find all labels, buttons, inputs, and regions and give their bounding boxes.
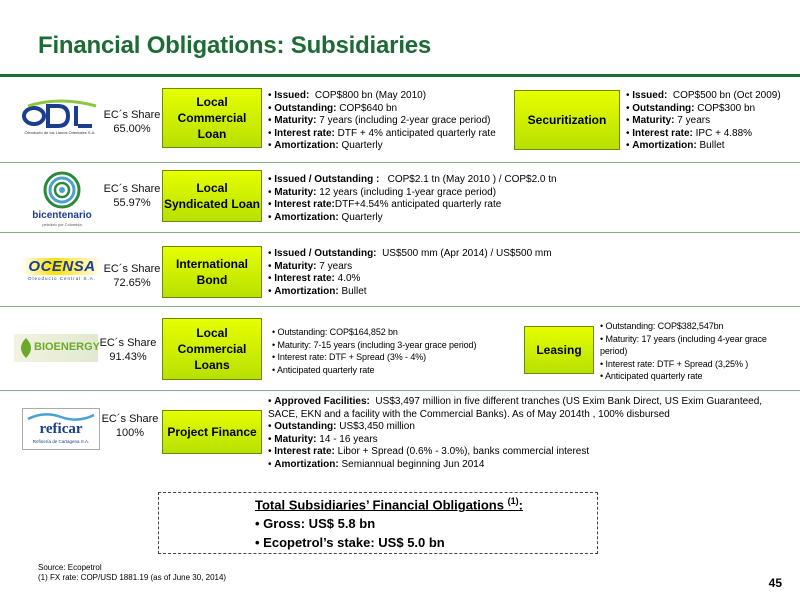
share-label: EC´s Share — [103, 183, 161, 195]
detail-line: • Issued: COP$500 bn (Oct 2009) — [626, 90, 781, 101]
share-value: 65.00% — [113, 123, 151, 135]
detail-line: • Interest rate: Libor + Spread (0.6% - 3.0%), banks commercial interest — [268, 446, 590, 457]
bioenergy-logo — [14, 334, 101, 362]
reficar-logo-caption: Refinería de Cartagena S.A. — [32, 439, 90, 444]
local-commercial-loan-box — [162, 88, 262, 148]
bicentenario-loan-details — [268, 174, 688, 224]
share-odl — [102, 108, 162, 136]
detail-line: • Anticipated quarterly rate — [600, 371, 703, 381]
detail-line: • Issued / Outstanding: US$500 mm (Apr 2014) / US$500 mm — [268, 248, 552, 259]
detail-line: • Maturity: 7 years — [626, 115, 711, 126]
bicentenario-logo-text: bicentenario — [32, 210, 92, 221]
odl-loan-details — [268, 90, 508, 153]
detail-line: • Maturity: 17 years (including 4-year grace period) — [600, 333, 767, 356]
odl-logo-caption: Oleoducto de los Llanos Orientales S.A. — [24, 130, 96, 135]
box-label: Local Syndicated Loan — [163, 181, 261, 211]
detail-line: • Maturity: 12 years (including 1-year grace period) — [268, 186, 497, 198]
detail-line: • Outstanding: COP$164,852 bn — [272, 327, 398, 337]
detail-line: • Amortization: Quarterly — [268, 211, 383, 223]
detail-line: • Anticipated quarterly rate — [272, 364, 375, 375]
total-gross: • Gross: US$ 5.8 bn — [255, 516, 376, 532]
detail-line: • Interest rate: DTF + Spread (3% - 4%) — [272, 352, 427, 362]
share-bioenergy — [98, 336, 158, 364]
fx-note: (1) FX rate: COP/USD 1881.19 (as of June 30, 2014) — [38, 573, 227, 582]
total-heading: Total Subsidiaries’ Financial Obligations $^{(1)}$: — [255, 496, 523, 513]
footer-notes — [38, 563, 226, 583]
box-label: Securitization — [527, 113, 607, 127]
bioenergy-leasing-details — [600, 320, 796, 383]
page-number: 45 — [768, 576, 782, 590]
leaf-icon — [16, 336, 36, 360]
share-label: EC´s Share — [101, 413, 159, 425]
row-divider — [0, 306, 800, 307]
share-value: 100% — [115, 427, 145, 439]
share-reficar — [100, 412, 160, 440]
detail-line: • Amortization: Bullet — [626, 140, 725, 151]
box-label: Leasing — [536, 343, 582, 357]
total-ecopetrol-stake: • Ecopetrol’s stake: US$ 5.0 bn — [255, 535, 445, 551]
row-divider — [0, 232, 800, 233]
odl-securitization-details — [626, 90, 796, 153]
local-syndicated-loan-box — [162, 170, 262, 222]
detail-line: • Issued: COP$800 bn (May 2010) — [268, 90, 427, 101]
detail-line: • Interest rate: 4.0% — [268, 273, 361, 284]
reficar-finance-details — [268, 396, 788, 471]
local-commercial-loans-box — [162, 318, 262, 380]
title-underline — [0, 74, 800, 77]
ocensa-logo-text: OCENSA — [22, 258, 102, 275]
bicentenario-logo — [22, 170, 102, 228]
share-value: 91.43% — [109, 351, 147, 363]
detail-line: • Outstanding: COP$300 bn — [626, 102, 756, 114]
box-label: Local Commercial Loans — [177, 326, 247, 372]
detail-line: • Interest rate:DTF+4.54% anticipated quarterly rate — [268, 199, 502, 210]
bioenergy-loan-details — [272, 326, 512, 376]
ocensa-bond-details — [268, 248, 688, 298]
share-bicentenario — [102, 182, 162, 210]
page-title: Financial Obligations: Subsidiaries — [38, 32, 432, 59]
box-label: Project Finance — [167, 425, 257, 439]
detail-line: • Interest rate: IPC + 4.88% — [626, 127, 753, 139]
detail-line: • Maturity: 14 - 16 years — [268, 433, 378, 445]
detail-line: • Interest rate: DTF + Spread (3,25% ) — [600, 358, 749, 369]
total-obligations-box — [158, 492, 598, 554]
odl-logo — [20, 98, 100, 144]
detail-line: • Outstanding: COP$640 bn — [268, 102, 398, 114]
row-divider — [0, 390, 800, 391]
reficar-logo — [22, 408, 100, 450]
securitization-box — [514, 90, 620, 150]
detail-line: • Interest rate: DTF + 4% anticipated quarterly rate — [268, 127, 496, 139]
detail-line: • Outstanding: COP$382,547bn — [600, 321, 724, 331]
bicentenario-logo-icon — [22, 170, 102, 210]
detail-line: • Approved Facilities: US$3,497 million in five different tranches (US Exim Bank Direct, US Exim Guaranteed, SACE, EKN and a facility with the Commercial Banks). As of May 2014th , 100% disbursed — [268, 396, 763, 420]
share-label: EC´s Share — [99, 337, 157, 349]
ocensa-logo — [22, 256, 102, 286]
leasing-box — [524, 326, 594, 374]
bioenergy-logo-text: BIOENERGY — [34, 341, 101, 353]
box-label: International Bond — [175, 257, 248, 287]
detail-line: • Maturity: 7 years (including 2-year grace period) — [268, 115, 491, 126]
detail-line: • Maturity: 7 years — [268, 260, 353, 272]
share-value: 72.65% — [113, 277, 151, 289]
project-finance-box — [162, 410, 262, 454]
share-label: EC´s Share — [103, 109, 161, 121]
bicentenario-logo-caption: petróleo por Colombia — [42, 222, 82, 227]
ocensa-logo-caption: Oleoducto Central S.A. — [27, 276, 97, 281]
odl-logo-icon — [20, 98, 100, 144]
detail-line: • Amortization: Quarterly — [268, 140, 383, 151]
share-value: 55.97% — [113, 197, 151, 209]
box-label: Local Commercial Loan — [177, 95, 247, 141]
share-label: EC´s Share — [103, 263, 161, 275]
detail-line: • Amortization: Bullet — [268, 285, 367, 297]
detail-line: • Maturity: 7-15 years (including 3-year grace period) — [272, 339, 477, 350]
detail-line: • Issued / Outstanding : COP$2.1 tn (May 2010 ) / COP$2.0 tn — [268, 174, 557, 185]
international-bond-box — [162, 246, 262, 298]
reficar-logo-text: reficar — [39, 421, 83, 437]
share-ocensa — [102, 262, 162, 290]
row-divider — [0, 162, 800, 163]
detail-line: • Outstanding: US$3,450 million — [268, 421, 415, 432]
detail-line: • Amortization: Semiannual beginning Jun 2014 — [268, 458, 485, 470]
source-note: Source: Ecopetrol — [38, 563, 102, 572]
